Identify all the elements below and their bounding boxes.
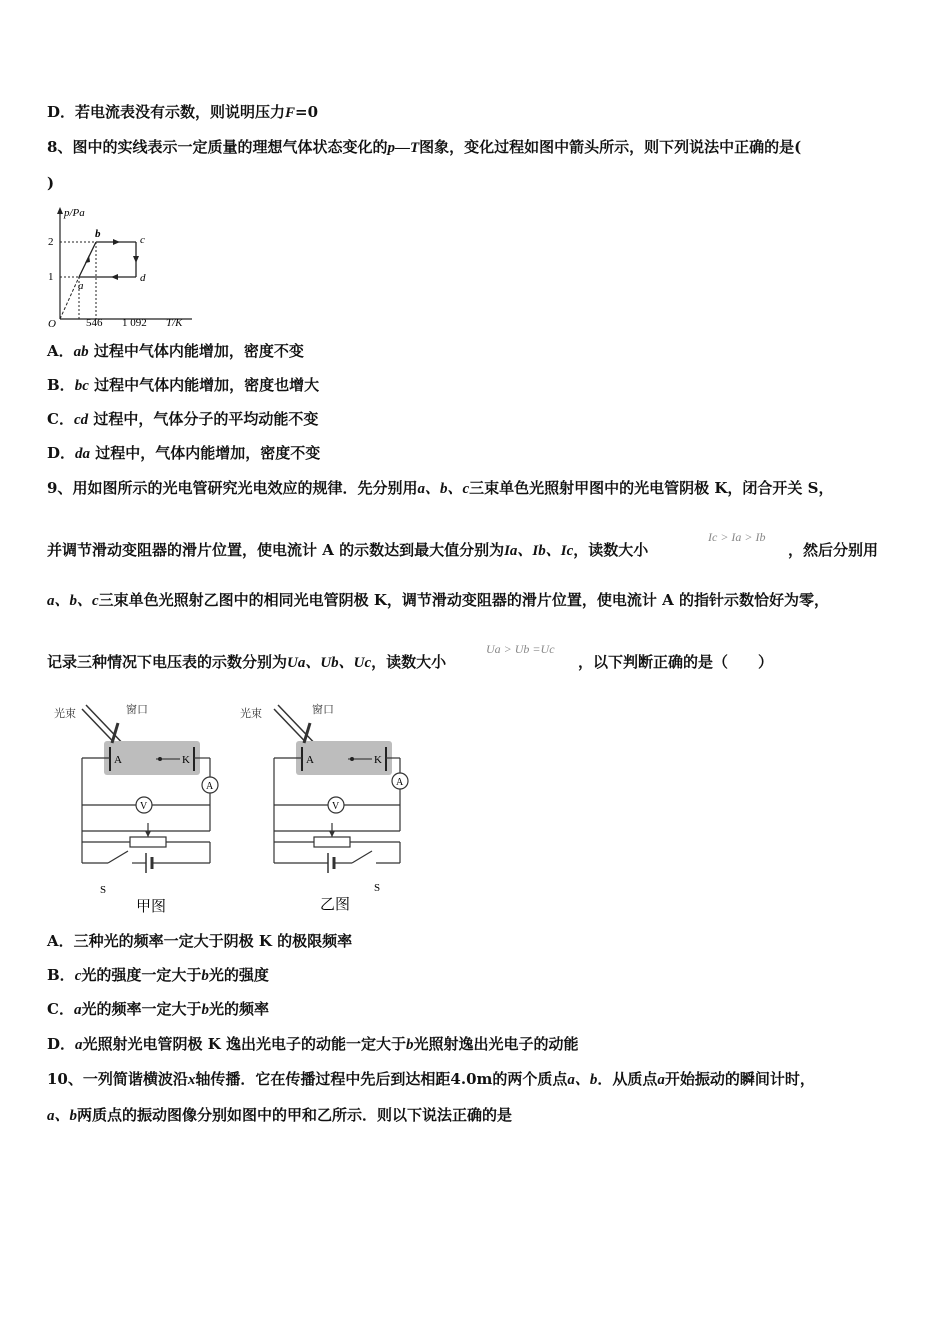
x-axis-label: T/K (166, 317, 183, 329)
point-a-label: a (78, 280, 84, 292)
q9-option-a[interactable]: A．三种光的频率一定大于阴极 K 的极限频率 (47, 932, 353, 950)
arrow-bc (113, 239, 120, 245)
svg-text:光束: 光束 (240, 708, 262, 720)
q9-option-d[interactable]: D．a光照射光电管阴极 K 逸出光电子的动能一定大于b光照射逸出光电子的动能 (47, 1035, 579, 1053)
q9-option-b[interactable]: B．c光的强度一定大于b光的强度 (47, 966, 269, 984)
q9-stem-line4: 记录三种情况下电压表的示数分别为Ua、Ub、Uc，读数大小 (47, 653, 447, 671)
ammeter-label: A (206, 781, 214, 792)
arrow-cd (133, 256, 139, 263)
anode-label: A (114, 754, 122, 766)
left-caption: 甲图 (136, 899, 167, 915)
q9-stem-line3: a、b、c三束单色光照射乙图中的相同光电管阴极 K，调节滑动变阻器的滑片位置，使电流计 A 的指针示数恰好为零， (47, 591, 830, 609)
rheostat (130, 837, 166, 847)
q9-stem-line4-end: ，以下判断正确的是（ ） (578, 653, 774, 671)
xtick-546: 546 (86, 317, 103, 329)
q9-circuit-figures (48, 697, 428, 919)
light-label: 光束 (54, 708, 76, 720)
q9-current-inequality: Ic > Ia > Ib (708, 530, 766, 544)
q9-stem-line2-end: ，然后分别用 (788, 541, 879, 559)
dashed-origin-line (60, 277, 79, 319)
right-caption: 乙图 (320, 897, 351, 913)
switch-label: S (100, 884, 107, 896)
voltmeter-label: V (140, 801, 148, 812)
circuit-left (54, 702, 218, 915)
q8-option-d[interactable]: D．da 过程中，气体内能增加，密度不变 (47, 444, 321, 462)
q10-stem-line1: 10、一列简谐横波沿x轴传播．它在传播过程中先后到达相距4.0m的两个质点a、b．从质点a开始振动的瞬间计时， (47, 1070, 815, 1088)
point-c-label: c (140, 234, 145, 246)
q8-stem: 8、图中的实线表示一定质量的理想气体状态变化的p—T图象，变化过程如图中箭头所示，则下列说法中正确的是( (47, 138, 802, 156)
xtick-1092: 1 092 (122, 317, 147, 329)
window-label: 窗口 (126, 704, 148, 716)
y-axis-label: p/Pa (64, 207, 85, 219)
ytick-2: 2 (48, 236, 54, 248)
q8-pt-graph (44, 203, 204, 331)
q8-stem-close: ) (47, 174, 55, 192)
point-b-label: b (95, 228, 101, 240)
q9-stem-line2: 并调节滑动变阻器的滑片位置，使电流计 A 的示数达到最大值分别为Ia、Ib、Ic，读数大小 (47, 541, 649, 559)
svg-text:K: K (374, 754, 382, 766)
svg-text:窗口: 窗口 (312, 704, 334, 716)
cathode-label: K (182, 754, 190, 766)
q10-stem-line2: a、b两质点的振动图像分别如图中的甲和乙所示．则以下说法正确的是 (47, 1106, 513, 1124)
point-d-label: d (140, 272, 146, 284)
q9-stem-line1: 9、用如图所示的光电管研究光电效应的规律．先分别用a、b、c三束单色光照射甲图中的光电管阴极 K，闭合开关 S， (47, 479, 834, 497)
q8-option-a[interactable]: A．ab 过程中气体内能增加，密度不变 (47, 342, 304, 360)
switch (108, 851, 128, 863)
svg-text:A: A (396, 777, 404, 788)
y-axis-arrow (57, 207, 63, 214)
arrow-da (111, 274, 118, 280)
q8-option-c[interactable]: C．cd 过程中，气体分子的平均动能不变 (47, 410, 319, 428)
q8-option-b[interactable]: B．bc 过程中气体内能增加，密度也增大 (47, 376, 320, 394)
svg-text:S: S (374, 882, 381, 894)
circuit-right (240, 702, 408, 913)
svg-text:A: A (306, 754, 314, 766)
q9-voltage-relation: Ua > Ub =Uc (486, 642, 555, 656)
q9-option-c[interactable]: C．a光的频率一定大于b光的频率 (47, 1000, 269, 1018)
q7-option-d[interactable]: D．若电流表没有示数，则说明压力F=0 (47, 103, 319, 121)
origin-label: O (48, 318, 56, 330)
svg-text:V: V (332, 801, 340, 812)
ytick-1: 1 (48, 271, 54, 283)
